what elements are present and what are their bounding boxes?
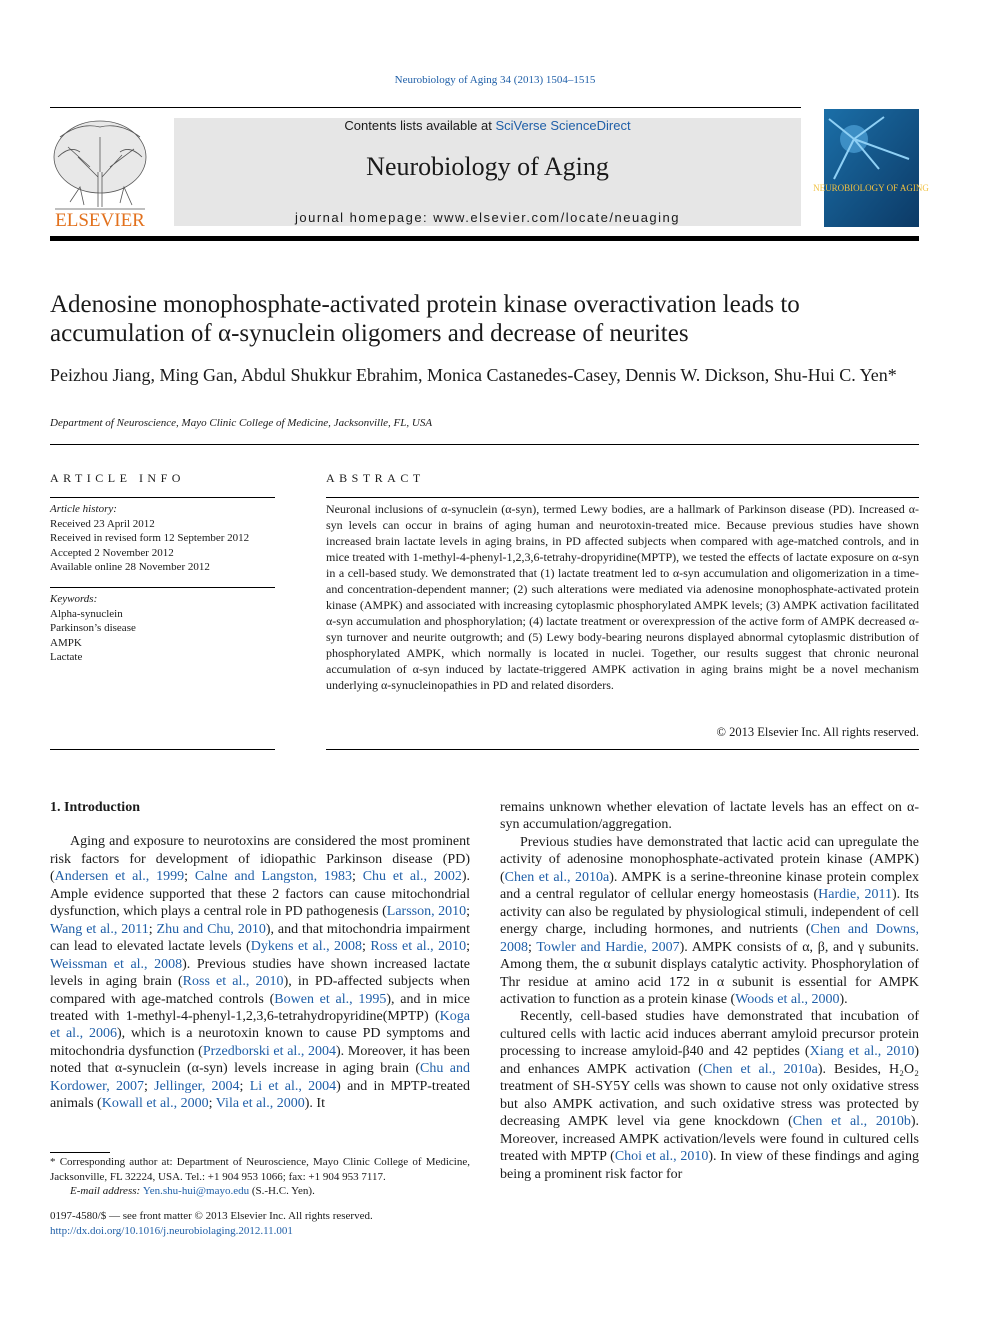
citation-link[interactable]: Wang et al., 2011 xyxy=(50,921,149,937)
citation-link[interactable]: Ross et al., 2010 xyxy=(182,974,284,990)
journal-title: Neurobiology of Aging xyxy=(366,152,609,181)
article-info-rule-bottom xyxy=(50,749,275,750)
doi-link[interactable]: http://dx.doi.org/10.1016/j.neurobiolaging.2012.11.001 xyxy=(50,1224,293,1237)
footnote-rule xyxy=(50,1152,110,1153)
elsevier-logo xyxy=(50,117,150,229)
history-online: Available online 28 November 2012 xyxy=(50,561,210,573)
keywords xyxy=(50,592,275,665)
citation-link[interactable]: Towler and Hardie, 2007 xyxy=(536,939,680,955)
citation-link[interactable]: Przedborski et al., 2004 xyxy=(202,1043,337,1059)
issn-block xyxy=(50,1209,470,1238)
citation-link[interactable]: Woods et al., 2000 xyxy=(735,991,840,1007)
citation-link[interactable]: Andersen et al., 1999 xyxy=(54,869,185,885)
issn-line: 0197-4580/$ — see front matter © 2013 Elsevier Inc. All rights reserved. xyxy=(50,1210,373,1222)
email-link[interactable]: Yen.shu-hui@mayo.edu xyxy=(142,1185,250,1197)
corresponding-author: * Corresponding author at: Department of Neuroscience, Mayo Clinic College of Medicine, Jacksonville, FL 32224, USA. Tel.: +1 904 953 1066; fax: +1 904 953 7117. xyxy=(50,1156,470,1183)
article-info-rule-top xyxy=(50,497,275,498)
citation-link[interactable]: Larsson, 2010 xyxy=(386,904,467,920)
abstract-copyright: © 2013 Elsevier Inc. All rights reserved. xyxy=(716,725,919,739)
journal-citation[interactable]: Neurobiology of Aging 34 (2013) 1504–1515 xyxy=(394,74,596,86)
citation-link[interactable]: Calne and Langston, 1983 xyxy=(194,869,352,885)
intro-paragraph-1: Aging and exposure to neurotoxins are considered the most prominent risk factors for development of idiopathic Parkinson disease (PD) (Andersen et al., 1999; Calne and Langston, 1983; Chu et al., 2002). Ample evidence supported that these 2 factors can cause mitochondrial dysfunction, which plays a central role in PD pathogenesis (Larsson, 2010; Wang et al., 2011; Zhu and Chu, 2010), and that mitochondria impairment can lead to elevated lactate levels (Dykens et al., 2008; Ross et al., 2010; Weissman et al., 2008). Previous studies have shown increased lactate levels in aging brain (Ross et al., 2010), in PD-affected subjects when compared with age-matched controls (Bowen et al., 1995), and in mice treated with 1-methyl-4-phenyl-1,2,3,6-tetrahydropyridine(MPTP) (Koga et al., 2006), which is a neurotoxin known to cause PD symptoms and mitochondria dysfunction (Przedborski et al., 2004). Moreover, it has been noted that α-synuclein (α-syn) levels increase in aging brain (Chu and Kordower, 2007; Jellinger, 2004; Li et al., 2004) and in MPTP-treated animals (Kowall et al., 2000; Vila et al., 2000). It xyxy=(50,834,471,1112)
contents-prefix: Contents lists available at xyxy=(344,118,496,133)
journal-header-box xyxy=(174,118,801,226)
abstract-rule-top xyxy=(326,497,919,498)
cover-title: NEUROBIOLOGY OF AGING xyxy=(813,183,929,193)
article-history xyxy=(50,502,275,575)
journal-homepage[interactable]: journal homepage: www.elsevier.com/locate/neuaging xyxy=(294,210,681,225)
elsevier-wordmark: ELSEVIER xyxy=(55,210,145,231)
citation-link[interactable]: Li et al., 2004 xyxy=(249,1078,337,1094)
citation-link[interactable]: Chen et al., 2010a xyxy=(702,1061,818,1077)
citation-link[interactable]: Xiang et al., 2010 xyxy=(809,1044,915,1060)
history-revised: Received in revised form 12 September 2012 xyxy=(50,532,250,544)
citation-link[interactable]: Weissman et al., 2008 xyxy=(50,956,183,972)
intro-paragraph-3: Recently, cell-based studies have demonstrated that incubation of cultured cells with lactic acid induces aberrant amyloid precursor protein processing to increase amyloid-β40 and 42 peptides (Xiang et al., 2010) and enhances AMPK activation (Chen et al., 2010a). Besides, H₂O₂ treatment of SH-SY5Y cells was shown to cause not only oxidative stress but also AMPK activation, and such oxidative stress was protected by decreasing AMPK level via gene knockdown (Chen et al., 2010b). Moreover, increased AMPK activation/levels were found in cultured cells treated with MPTP (Choi et al., 2010). In view of these findings and aging being a prominent risk factor for xyxy=(500,1009,919,1182)
article-info-heading: ARTICLE INFO xyxy=(50,471,185,485)
history-accepted: Accepted 2 November 2012 xyxy=(50,546,174,559)
intro-paragraph-2: Previous studies have demonstrated that lactic acid can upregulate the activity of adenosine monophosphate-activated protein kinase (AMPK) (Chen et al., 2010a). AMPK is a serine-threonine kinase protein complex and a central regulator of cellular energy homeostasis (Hardie, 2011). Its activity can also be regulated by physiological stimuli, independent of cell energy charge, including hormones, and nutrients (Chen and Downs, 2008; Towler and Hardie, 2007). AMPK consists of α, β, and γ subunits. Among them, the α subunit displays catalytic activity. Phosphorylation of Thr residue at amino acid 172 in α subunit is essential for AMPK activation to function as a protein kinase (Woods et al., 2000). xyxy=(500,834,920,1007)
citation-link[interactable]: Jellinger, 2004 xyxy=(154,1078,240,1094)
history-label: Article history: xyxy=(50,503,117,515)
email-suffix: (S.-H.C. Yen). xyxy=(249,1185,315,1197)
history-received: Received 23 April 2012 xyxy=(50,517,155,530)
citation-link[interactable]: Chen et al., 2010a xyxy=(504,869,610,885)
affiliation-rule xyxy=(50,444,919,445)
citation-link[interactable]: Ross et al., 2010 xyxy=(370,939,467,955)
author-affiliation: Department of Neuroscience, Mayo Clinic College of Medicine, Jacksonville, FL, USA xyxy=(50,417,433,429)
body-column-left xyxy=(50,799,470,1113)
intro-paragraph-continued: remains unknown whether elevation of lactate levels has an effect on α-syn accumulation/aggregation. xyxy=(500,800,919,833)
citation-link[interactable]: Chu et al., 2002 xyxy=(362,869,462,885)
elsevier-tree-icon xyxy=(50,117,150,229)
keywords-label: Keywords: xyxy=(50,593,98,605)
header-thick-rule xyxy=(50,236,919,241)
abstract-rule-bottom xyxy=(326,749,919,750)
citation-link[interactable]: Kowall et al., 2000 xyxy=(101,1096,209,1112)
citation-link[interactable]: Chen et al., 2010b xyxy=(792,1114,911,1130)
email-label: E-mail address: xyxy=(70,1185,143,1197)
citation-link[interactable]: Hardie, 2011 xyxy=(818,887,893,903)
contents-line xyxy=(174,118,801,133)
abstract-heading: ABSTRACT xyxy=(326,471,425,485)
article-title: Adenosine monophosphate-activated protein kinase overactivation leads to accumulation of α-synuclein oligomers and decrease of neurites xyxy=(50,291,800,347)
header-top-rule xyxy=(50,107,801,108)
citation-link[interactable]: Choi et al., 2010 xyxy=(614,1149,709,1165)
keyword-item: Lactate xyxy=(50,651,83,663)
corresponding-author-footnote xyxy=(50,1155,470,1199)
article-info-rule-mid xyxy=(50,587,275,588)
citation-link[interactable]: Vila et al., 2000 xyxy=(215,1096,305,1112)
intro-heading: 1. Introduction xyxy=(50,800,140,815)
citation-link[interactable]: Bowen et al., 1995 xyxy=(274,991,387,1007)
keyword-item: Alpha-synuclein xyxy=(50,607,123,620)
body-column-right xyxy=(500,799,919,1183)
citation-link[interactable]: Chen and Downs, 2008 xyxy=(500,922,920,955)
keyword-item: Parkinson’s disease xyxy=(50,622,136,634)
citation-link[interactable]: Zhu and Chu, 2010 xyxy=(156,921,266,937)
journal-cover-image xyxy=(813,109,929,227)
citation-link[interactable]: Chu and Kordower, 2007 xyxy=(50,1061,470,1094)
citation-link[interactable]: Dykens et al., 2008 xyxy=(250,939,363,955)
article-authors: Peizhou Jiang, Ming Gan, Abdul Shukkur Ebrahim, Monica Castanedes-Casey, Dennis W. Dickson, Shu-Hui C. Yen* xyxy=(50,365,897,385)
keyword-item: AMPK xyxy=(50,636,82,649)
sciencedirect-link[interactable]: SciVerse ScienceDirect xyxy=(495,118,631,133)
abstract-text: Neuronal inclusions of α-synuclein (α-syn), termed Lewy bodies, are a hallmark of Parkinson disease (PD). Increased α-syn levels can occur in brains of aging human and neurotoxin-treated mice. Because previous studies have shown increased brain lactate levels in aging brains, in PD affected subjects when compared with age-matched controls, and in mice treated with 1-methyl-4-phenyl-1,2,3,6-tetrahy-dropyridine(MPTP), we tested the effects of lactate exposure on α-syn in a cell-based study. We demonstrated that (1) lactate treatment led to α-syn accumulation and oligomerization in a time- and concentration-dependent manner; (2) such alterations were mediated via adenosine monophosphate-activated protein kinase (AMPK) and associated with increasing cytoplasmic phosphorylated AMPK levels; (3) AMPK activation facilitated α-syn accumulation and phosphorylation; (4) lactate treatment or overexpression of the active form of AMPK decreased α-syn turnover and neurite outgrowth; and (5) Lewy body-bearing neurons displayed abnormal cytoplasmic distribution of phosphorylated AMPK, which normally is located in nuclei. Together, our results suggest that chronic neuronal accumulation of α-syn induced by lactate-triggered AMPK activation in aging brains might be a novel mechanism underlying α-synucleinopathies in PD and related disorders. xyxy=(326,502,919,692)
citation-link[interactable]: Koga et al., 2006 xyxy=(50,1008,470,1042)
